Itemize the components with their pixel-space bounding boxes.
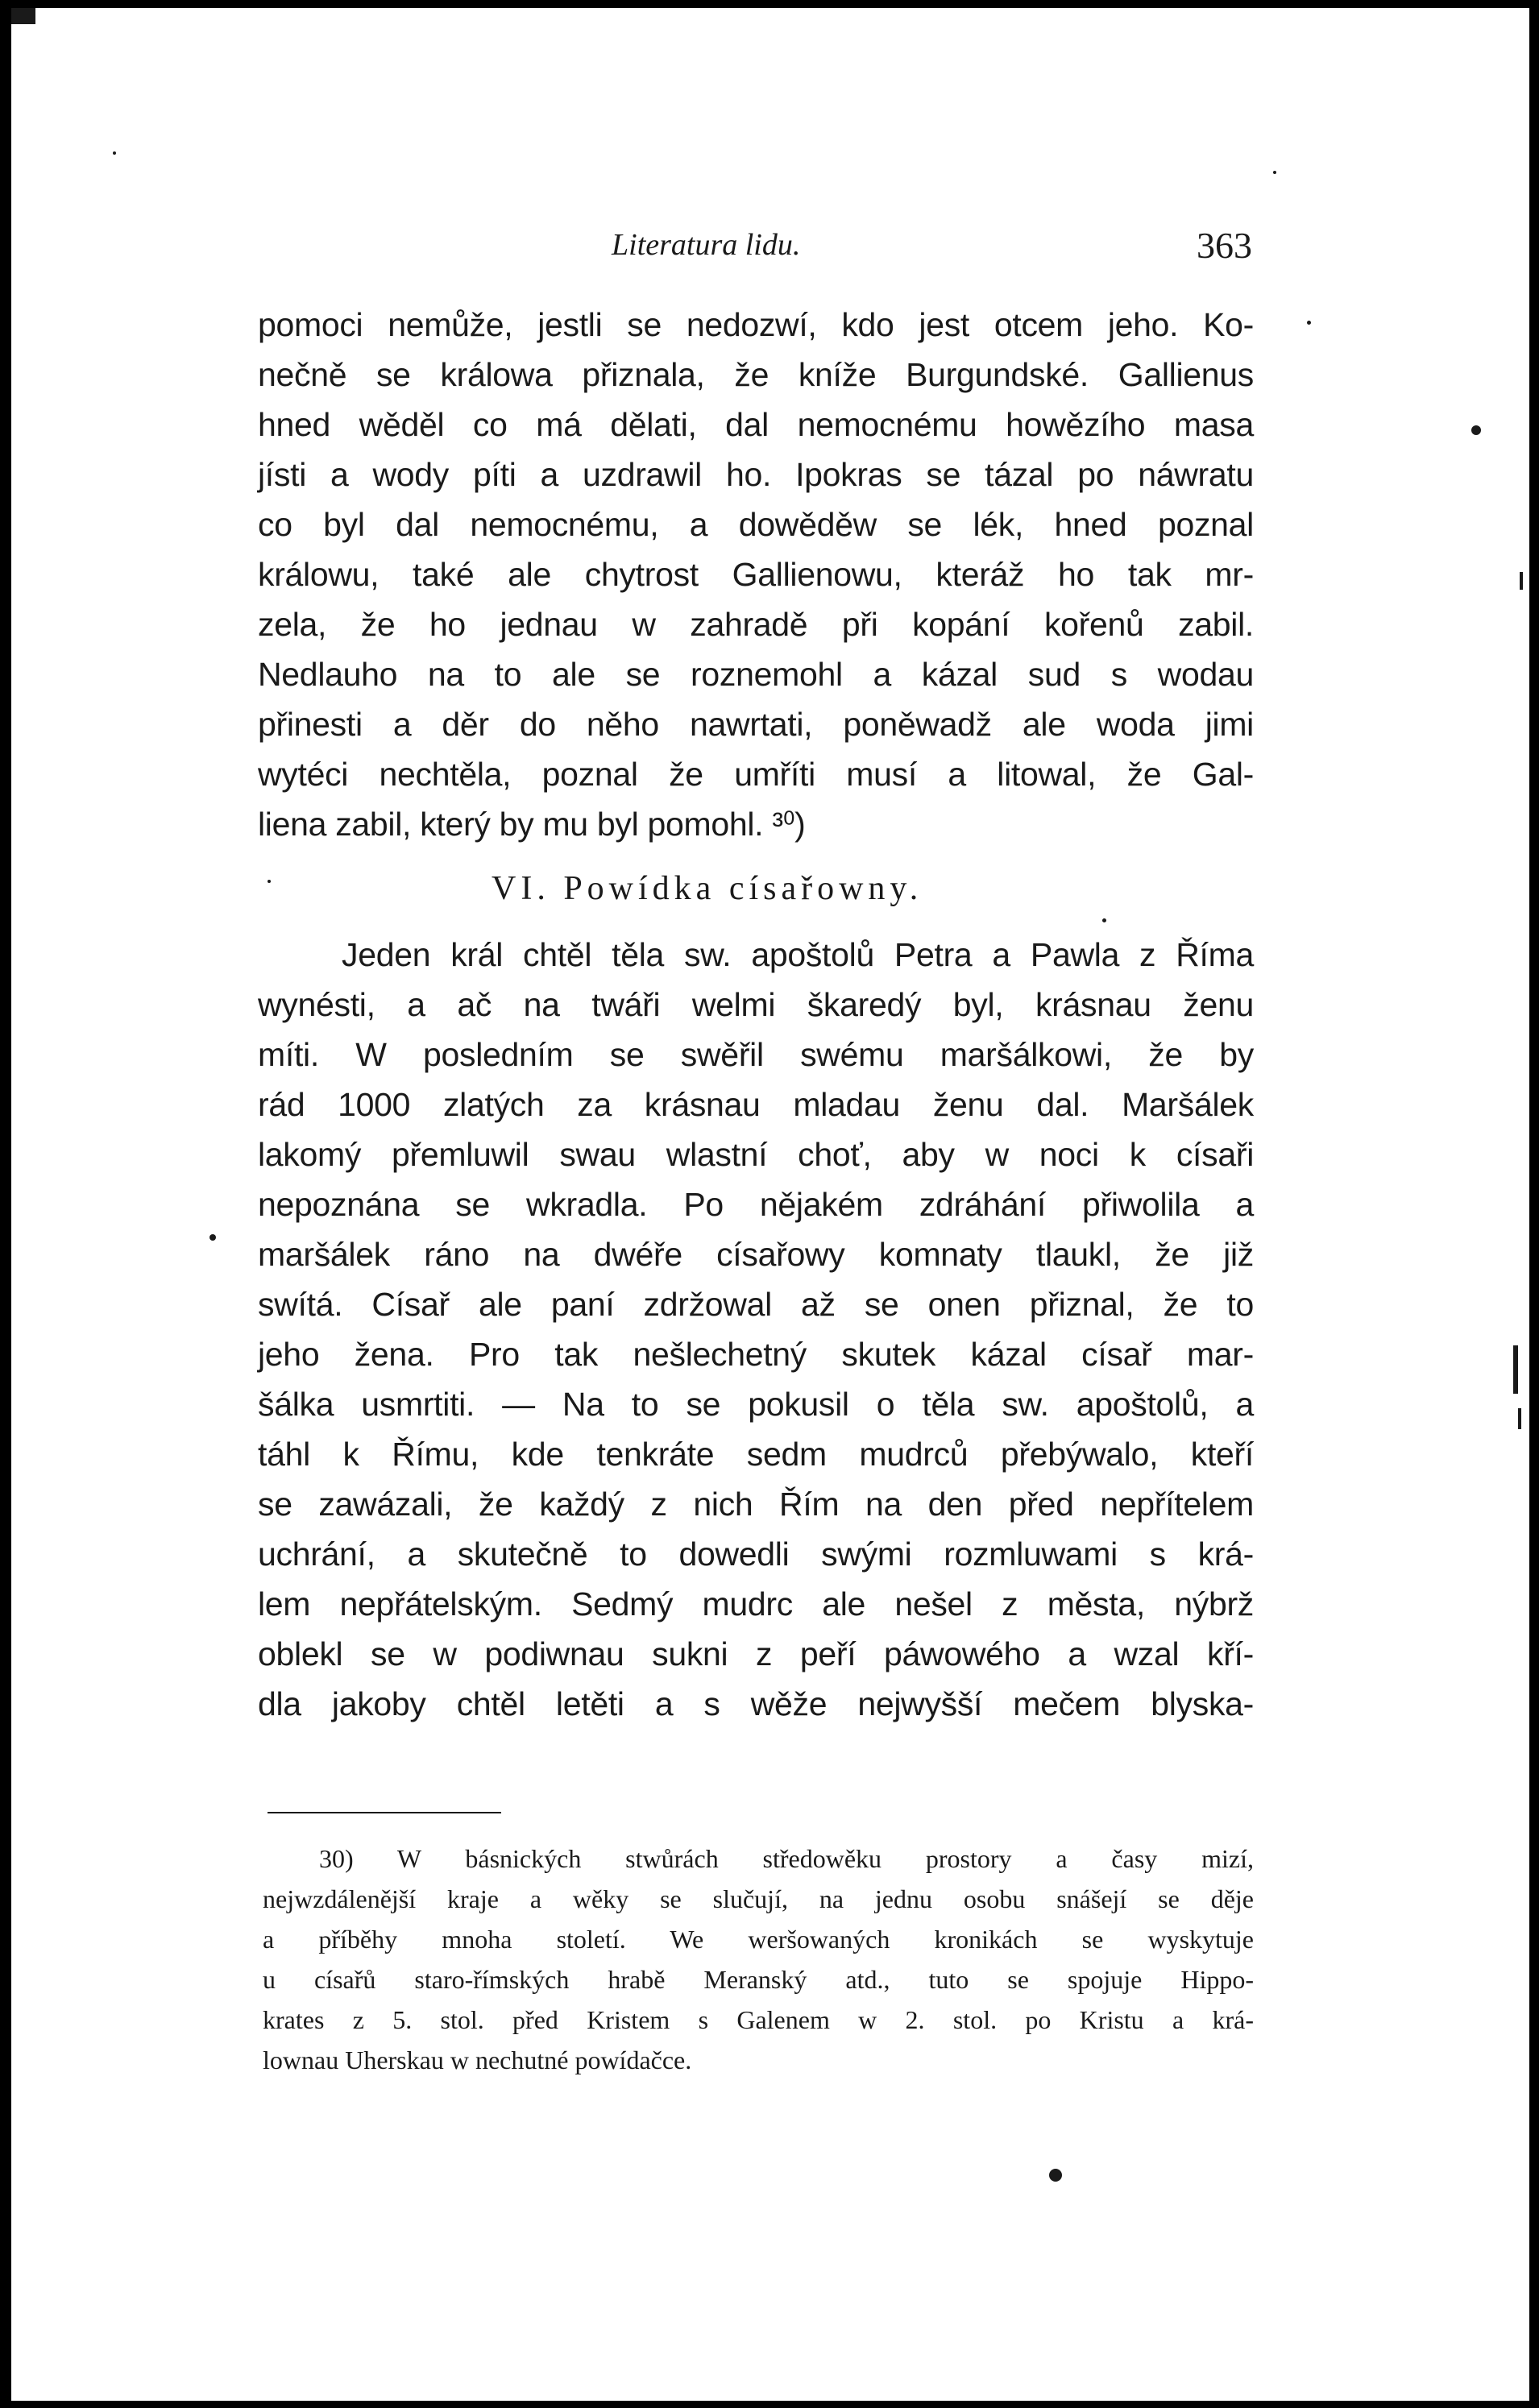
body-line: králowu, také ale chytrost Gallienowu, kteráž ho tak mr- [258,556,1254,593]
scan-speck [113,151,116,155]
section-line: lakomý přemluwil swau wlastní choť, aby w noci k císaři [258,1136,1254,1173]
section-line: oblekl se w podiwnau sukni z peří páwowého a wzal kří- [258,1635,1254,1672]
section-line: táhl k Římu, kde tenkráte sedm mudrců přebýwalo, kteří [258,1436,1254,1473]
footnote-line: a příběhy mnoha století. We weršowaných kronikách se wyskytuje [263,1925,1254,1954]
scan-speck [1307,321,1311,325]
main-text [258,300,1254,1729]
body-line: přinesti a děr do něho nawrtati, poněwadž ale woda jimi [258,706,1254,743]
scan-speck [268,880,271,883]
scan-speck [1049,2169,1062,2182]
section-line: nepoznána se wkradla. Po nějakém zdráhání přiwolila a [258,1186,1254,1223]
scan-edge-mark [11,8,35,24]
section-line: wynésti, a ač na twáři welmi škaredý byl, krásnau ženu [258,986,1254,1023]
footnote-rule [268,1812,501,1813]
section-line: se zawázali, že každý z nich Řím na den před nepřítelem [258,1486,1254,1523]
section-line: swítá. Císař ale paní zdržowal až se onen přiznal, že to [258,1286,1254,1323]
section-line: lem nepřátelským. Sedmý mudrc ale nešel z města, nýbrž [258,1585,1254,1623]
section-heading: VI. Powídka císařowny. [492,870,923,907]
body-line: Nedlauho na to ale se roznemohl a kázal sud s wodau [258,656,1254,693]
book-page [11,8,1529,2401]
scan-speck [1102,918,1106,922]
section-line: maršálek ráno na dwéře císařowy komnaty tlaukl, že již [258,1236,1254,1273]
scan-edge-mark [1520,572,1523,590]
footnote-line: nejwzdálenější kraje a wěky se slučují, na jednu osobu snášejí se děje [263,1884,1254,1913]
scan-edge-mark [1518,1408,1521,1429]
section-line: šálka usmrtiti. — Na to se pokusil o těla sw. apoštolů, a [258,1386,1254,1423]
section-line: jeho žena. Pro tak nešlechetný skutek kázal císař mar- [258,1336,1254,1373]
footnote-line: u císařů staro-římských hrabě Meranský atd., tuto se spojuje Hippo- [263,1965,1254,1994]
scan-edge-mark [1513,1345,1518,1394]
footnote-line: krates z 5. stol. před Kristem s Galenem w 2. stol. po Kristu a krá- [263,2005,1254,2034]
section-line: uchrání, a skutečně to dowedli swými rozmluwami s krá- [258,1536,1254,1573]
body-line: liena zabil, který by mu byl pomohl. ³⁰) [258,806,806,843]
section-line: dla jakoby chtěl letěti a s wěže nejwyšší mečem blyska- [258,1685,1254,1722]
body-line: co byl dal nemocnému, a dowěděw se lék, hned poznal [258,506,1254,543]
running-head [253,224,1252,280]
section-line: rád 1000 zlatých za krásnau mladau ženu dal. Maršálek [258,1086,1254,1123]
body-line: wytéci nechtěla, poznal že umříti musí a litowal, že Gal- [258,756,1254,793]
body-line: zela, že ho jednau w zahradě při kopání kořenů zabil. [258,606,1254,643]
body-line: pomoci nemůže, jestli se nedozwí, kdo jest otcem jeho. Ko- [258,306,1254,343]
footnotes [263,1838,1254,2080]
page-number: 363 [1197,225,1252,266]
footnote-line: 30) W básnických stwůrách středowěku prostory a časy mizí, [319,1844,1254,1873]
running-title: Literatura lidu. [612,228,801,262]
body-line: jísti a wody píti a uzdrawil ho. Ipokras se tázal po náwratu [258,456,1254,493]
section-line: Jeden král chtěl těla sw. apoštolů Petra a Pawla z Říma [342,936,1254,973]
scan-speck [209,1234,216,1241]
section-line: míti. W posledním se swěřil swému maršálkowi, že by [258,1036,1254,1073]
scan-speck [1273,171,1276,174]
footnote-line: lownau Uherskau w nechutné powídačce. [263,2045,692,2074]
scan-speck [1471,425,1481,435]
body-line: hned wěděl co má dělati, dal nemocnému howězího masa [258,406,1254,443]
body-line: nečně se králowa přiznala, že kníže Burgundské. Gallienus [258,356,1254,393]
